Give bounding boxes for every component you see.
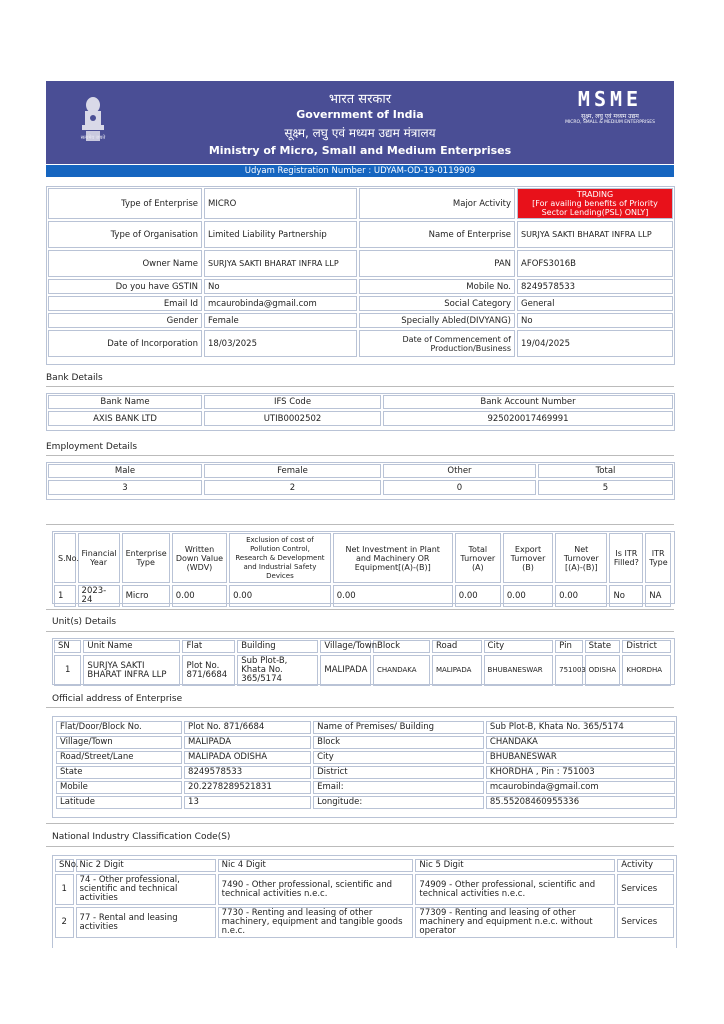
- nic-cell: 2: [55, 907, 74, 938]
- net-turnover-header: Net Turnover [(A)-(B)]: [555, 533, 607, 583]
- city-header: City: [484, 640, 554, 653]
- header-banner: [46, 81, 674, 164]
- mobile-value: 8249578533: [517, 279, 673, 294]
- official-address-table: [54, 719, 677, 811]
- address-label: Latitude: [56, 796, 182, 809]
- address-label: State: [56, 766, 182, 779]
- other-header: Other: [383, 464, 536, 478]
- divider: [46, 707, 674, 708]
- address-value: MALIPADA ODISHA: [184, 751, 311, 764]
- nic-cell: 7730 - Renting and leasing of other machinery, equipment and tangible goods n.e.c.: [218, 907, 414, 938]
- itr-filed-header: Is ITR Filled?: [609, 533, 643, 583]
- address-label: Village/Town: [56, 736, 182, 749]
- bank-details-heading: Bank Details: [46, 373, 103, 383]
- district-header: District: [622, 640, 671, 653]
- major-activity-value: [517, 188, 673, 219]
- sno-header: S.No.: [54, 533, 76, 583]
- enterprise-details-table: [46, 186, 675, 359]
- enterprise-type-header: Enterprise Type: [122, 533, 170, 583]
- investment-cell: 1: [54, 585, 76, 607]
- investment-cell: Micro: [122, 585, 170, 607]
- gender-value: Female: [204, 313, 357, 328]
- major-activity-label: Major Activity: [359, 188, 515, 219]
- ifs-code-header: IFS Code: [204, 395, 381, 409]
- employment-details-heading: Employment Details: [46, 442, 138, 452]
- nic-cell: 77 - Rental and leasing activities: [76, 907, 216, 938]
- divider: [46, 524, 674, 525]
- address-label: Flat/Door/Block No.: [56, 721, 182, 734]
- total-turnover-header: Total Turnover (A): [455, 533, 501, 583]
- address-value: 8249578533: [184, 766, 311, 779]
- investment-cell: 0.00: [555, 585, 607, 607]
- email-value: mcaurobinda@gmail.com: [204, 296, 357, 311]
- export-turnover-header: Export Turnover (B): [503, 533, 553, 583]
- mobile-label: Mobile No.: [359, 279, 515, 294]
- msme-logo: [558, 87, 662, 137]
- employment-details-table: [46, 462, 675, 497]
- sn-header: SN: [54, 640, 81, 653]
- male-header: Male: [48, 464, 202, 478]
- unit-cell: CHANDAKA: [373, 655, 430, 686]
- itr-type-header: ITR Type: [645, 533, 671, 583]
- total-count: 5: [538, 480, 673, 495]
- other-count: 0: [383, 480, 536, 495]
- divider: [46, 386, 674, 387]
- flat-header: Flat: [182, 640, 235, 653]
- type-of-organisation-value: Limited Liability Partnership: [204, 221, 357, 248]
- gender-label: Gender: [48, 313, 202, 328]
- msme-logo-english: MICRO, SMALL & MEDIUM ENTERPRISES: [565, 120, 655, 125]
- divyang-value: No: [517, 313, 673, 328]
- bank-name-value: AXIS BANK LTD: [48, 411, 202, 426]
- pan-label: PAN: [359, 250, 515, 277]
- unit-cell: BHUBANESWAR: [484, 655, 554, 686]
- nic-heading: National Industry Classification Code(S): [52, 832, 231, 842]
- nic-cell: 1: [55, 874, 74, 905]
- female-header: Female: [204, 464, 381, 478]
- owner-name-value: SURJYA SAKTI BHARAT INFRA LLP: [204, 250, 357, 277]
- village-header: Village/Town: [320, 640, 371, 653]
- incorporation-date-label: Date of Incorporation: [48, 330, 202, 357]
- unit-cell: SURJYA SAKTI BHARAT INFRA LLP: [83, 655, 180, 686]
- nic-cell: 74909 - Other professional, scientific and technical activities n.e.c.: [415, 874, 615, 905]
- official-address-heading: Official address of Enterprise: [52, 694, 183, 704]
- address-value: MALIPADA: [184, 736, 311, 749]
- investment-cell: 0.00: [455, 585, 501, 607]
- address-value: Sub Plot-B, Khata No. 365/5174: [486, 721, 675, 734]
- investment-cell: 0.00: [333, 585, 453, 607]
- commencement-date-value: 19/04/2025: [517, 330, 673, 357]
- name-of-enterprise-value: SURJYA SAKTI BHARAT INFRA LLP: [517, 221, 673, 248]
- type-of-organisation-label: Type of Organisation: [48, 221, 202, 248]
- divider: [46, 823, 674, 824]
- commencement-date-label: Date of Commencement of Production/Business: [359, 330, 515, 357]
- unit-name-header: Unit Name: [83, 640, 180, 653]
- nic-cell: Services: [617, 907, 674, 938]
- address-value: Plot No. 871/6684: [184, 721, 311, 734]
- gov-title: Government of India: [296, 108, 424, 121]
- unit-details-panel: [52, 638, 675, 685]
- state-header: State: [585, 640, 621, 653]
- address-value: KHORDHA , Pin : 751003: [486, 766, 675, 779]
- address-value: 20.2278289521831: [184, 781, 311, 794]
- nic-2digit-header: Nic 2 Digit: [76, 859, 216, 872]
- divider: [46, 455, 674, 456]
- unit-details-table: [52, 638, 673, 688]
- name-of-enterprise-label: Name of Enterprise: [359, 221, 515, 248]
- nic-4digit-header: Nic 4 Digit: [218, 859, 414, 872]
- bank-details-table: [46, 393, 675, 428]
- unit-cell: MALIPADA: [432, 655, 482, 686]
- nic-cell: 77309 - Renting and leasing of other machinery and equipment n.e.c. without operator: [415, 907, 615, 938]
- divider: [46, 631, 674, 632]
- owner-name-label: Owner Name: [48, 250, 202, 277]
- unit-cell: 1: [54, 655, 81, 686]
- address-label: City: [313, 751, 484, 764]
- address-value: 85.55208460955336: [486, 796, 675, 809]
- investment-panel: [52, 531, 675, 604]
- investment-cell: NA: [645, 585, 671, 607]
- official-address-panel: [52, 716, 677, 818]
- financial-year-header: Financial Year: [78, 533, 120, 583]
- unit-cell: 751003: [555, 655, 582, 686]
- major-activity-text: TRADING: [576, 190, 614, 199]
- address-label: Block: [313, 736, 484, 749]
- female-count: 2: [204, 480, 381, 495]
- hindi-gov-title: भारत सरकार: [328, 92, 392, 107]
- unit-cell: MALIPADA: [320, 655, 371, 686]
- ministry-title: Ministry of Micro, Small and Medium Enterprises: [208, 144, 512, 157]
- nic-sno-header: SNo.: [55, 859, 74, 872]
- unit-details-heading: Unit(s) Details: [52, 617, 117, 627]
- ifs-code-value: UTIB0002502: [204, 411, 381, 426]
- gstin-value: No: [204, 279, 357, 294]
- account-number-header: Bank Account Number: [383, 395, 673, 409]
- nic-cell: 7490 - Other professional, scientific and technical activities n.e.c.: [218, 874, 414, 905]
- nic-cell: Services: [617, 874, 674, 905]
- unit-cell: ODISHA: [585, 655, 621, 686]
- nic-table: [53, 857, 676, 940]
- exclusion-cost-header: Exclusion of cost of Pollution Control, Research & Development and Industrial Safety Devices: [229, 533, 331, 583]
- emblem-caption: सत्यमेव जयते: [80, 135, 106, 141]
- pin-header: Pin: [555, 640, 582, 653]
- bank-name-header: Bank Name: [48, 395, 202, 409]
- hindi-ministry-title: सूक्ष्म, लघु एवं मध्यम उद्यम मंत्रालय: [284, 126, 436, 140]
- divider: [46, 846, 674, 847]
- address-value: 13: [184, 796, 311, 809]
- nic-activity-header: Activity: [617, 859, 674, 872]
- pan-value: AFOFS3016B: [517, 250, 673, 277]
- nic-cell: 74 - Other professional, scientific and technical activities: [76, 874, 216, 905]
- investment-cell: 0.00: [229, 585, 331, 607]
- net-investment-header: Net Investment in Plant and Machinery OR Equipment[(A)-(B)]: [333, 533, 453, 583]
- account-number-value: 925020017469991: [383, 411, 673, 426]
- divyang-label: Specially Abled(DIVYANG): [359, 313, 515, 328]
- unit-cell: KHORDHA: [622, 655, 671, 686]
- type-of-enterprise-value: MICRO: [204, 188, 357, 219]
- investment-table: [52, 531, 673, 609]
- email-label: Email Id: [48, 296, 202, 311]
- investment-cell: 0.00: [503, 585, 553, 607]
- psl-note: [For availing benefits of Priority Sector Lending(PSL) ONLY]: [532, 199, 658, 217]
- unit-cell: Plot No. 871/6684: [182, 655, 235, 686]
- male-count: 3: [48, 480, 202, 495]
- employment-details-panel: [46, 462, 675, 500]
- address-label: Mobile: [56, 781, 182, 794]
- bank-details-panel: [46, 393, 675, 431]
- address-value: BHUBANESWAR: [486, 751, 675, 764]
- divider: [46, 609, 674, 610]
- enterprise-details-panel: [46, 186, 675, 365]
- address-value: CHANDAKA: [486, 736, 675, 749]
- type-of-enterprise-label: Type of Enterprise: [48, 188, 202, 219]
- address-label: Road/Street/Lane: [56, 751, 182, 764]
- msme-logo-text: MSME: [577, 87, 643, 111]
- investment-cell: No: [609, 585, 643, 607]
- address-label: Longitude:: [313, 796, 484, 809]
- investment-cell: 2023-24: [78, 585, 120, 607]
- msme-logo-hindi: सूक्ष्म, लघु एवं मध्यम उद्यम: [581, 113, 639, 120]
- registration-number-bar: Udyam Registration Number : UDYAM-OD-19-0119909: [46, 165, 674, 177]
- address-label: Email:: [313, 781, 484, 794]
- address-label: District: [313, 766, 484, 779]
- social-category-label: Social Category: [359, 296, 515, 311]
- social-category-value: General: [517, 296, 673, 311]
- gstin-label: Do you have GSTIN: [48, 279, 202, 294]
- block-header: Block: [373, 640, 430, 653]
- total-header: Total: [538, 464, 673, 478]
- unit-cell: Sub Plot-B, Khata No. 365/5174: [237, 655, 318, 686]
- building-header: Building: [237, 640, 318, 653]
- road-header: Road: [432, 640, 482, 653]
- wdv-header: Written Down Value (WDV): [172, 533, 227, 583]
- investment-cell: 0.00: [172, 585, 227, 607]
- incorporation-date-value: 18/03/2025: [204, 330, 357, 357]
- address-label: Name of Premises/ Building: [313, 721, 484, 734]
- address-value: mcaurobinda@gmail.com: [486, 781, 675, 794]
- nic-5digit-header: Nic 5 Digit: [415, 859, 615, 872]
- nic-panel: [52, 855, 677, 948]
